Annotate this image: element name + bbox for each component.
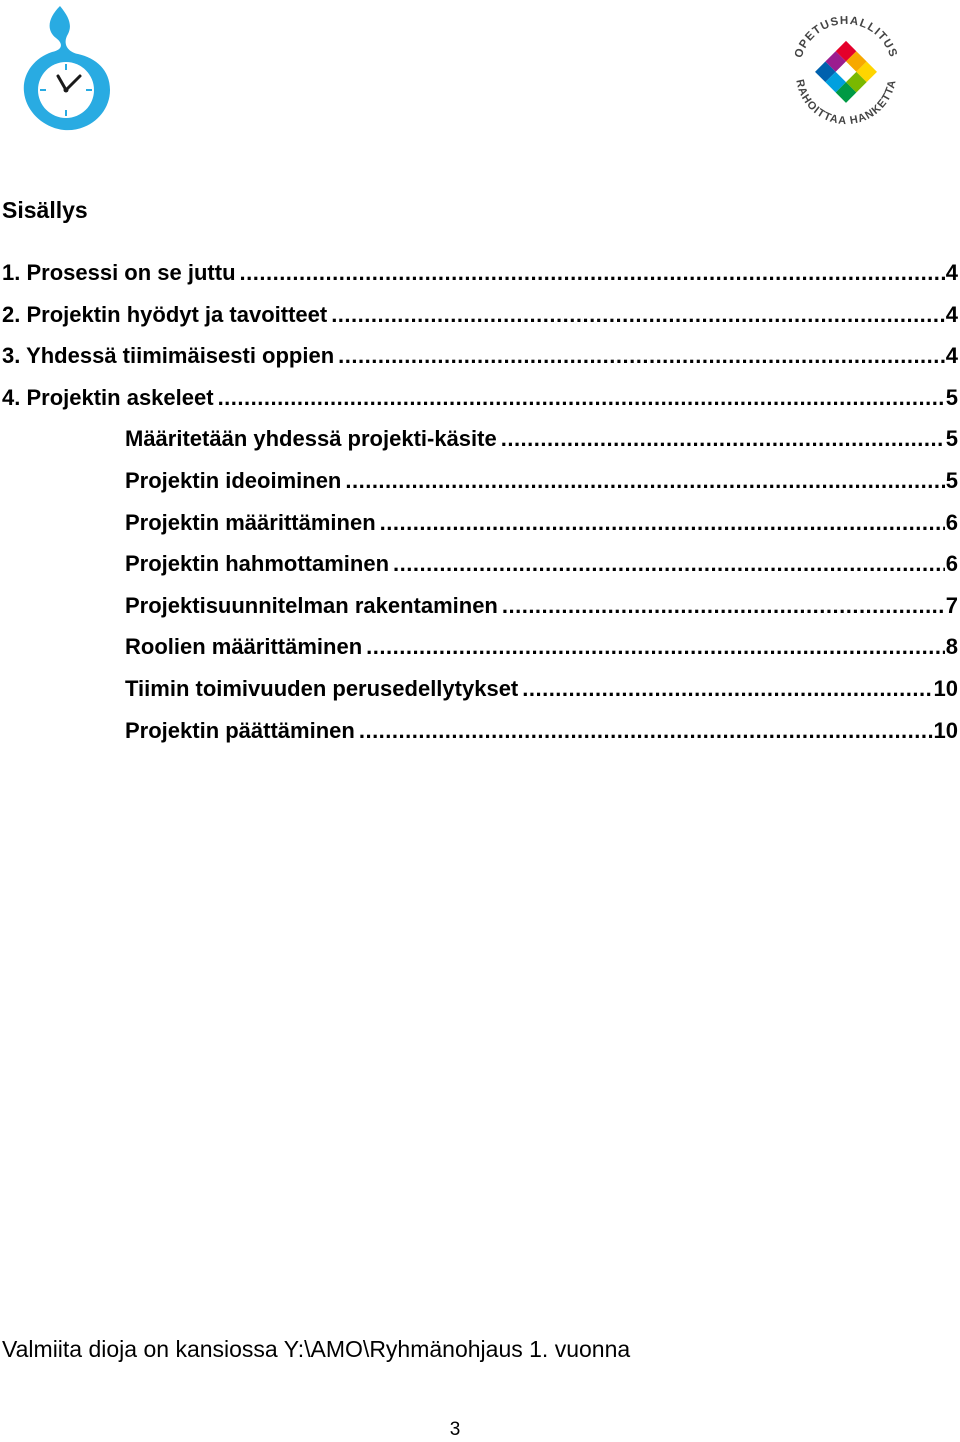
toc-entry-title: 2. Projektin hyödyt ja tavoitteet [2, 301, 328, 327]
toc-entry[interactable] [0, 591, 960, 633]
toc-entry-page: 10 [933, 675, 958, 701]
toc-entry-title: Projektin hahmottaminen [125, 551, 390, 577]
toc-entry[interactable] [0, 466, 960, 508]
toc-entry-page: 10 [933, 717, 958, 743]
toc-dot-leader [359, 716, 933, 746]
toc-title: Sisällys [2, 197, 88, 223]
toc-entry[interactable] [0, 716, 960, 758]
opetushallitus-logo-icon [786, 12, 906, 130]
toc-dot-leader [345, 466, 944, 496]
toc-dot-leader [240, 258, 945, 288]
toc-entry-page: 5 [945, 426, 958, 452]
toc-entry-page: 6 [945, 551, 958, 577]
toc-entry-page: 6 [945, 509, 958, 535]
toc-entry-title: Projektin päättäminen [125, 717, 355, 743]
svg-text:OPETUSHALLITUS: OPETUSHALLITUS [792, 14, 900, 60]
toc-dot-leader [522, 674, 932, 704]
toc-entry-page: 4 [945, 343, 958, 369]
toc-entry-title: Roolien määrittäminen [125, 634, 363, 660]
toc-entry[interactable] [0, 424, 960, 466]
toc-entry[interactable] [0, 632, 960, 674]
toc-entry[interactable] [0, 549, 960, 591]
toc-dot-leader [331, 300, 945, 330]
toc-entry-page: 4 [945, 260, 958, 285]
toc-entry[interactable] [0, 300, 960, 342]
footer-note: Valmiita dioja on kansiossa Y:\AMO\Ryhmänohjaus 1. vuonna [2, 1336, 631, 1362]
toc-entry-title: Määritetään yhdessä projekti-käsite [125, 426, 497, 452]
toc-entry-page: 5 [945, 384, 958, 410]
toc-entry-title: 4. Projektin askeleet [2, 384, 214, 410]
toc-entry-page: 7 [945, 592, 958, 618]
toc-dot-leader [380, 508, 945, 538]
toc-entry-page: 4 [945, 301, 958, 327]
toc-entry[interactable] [0, 341, 960, 383]
toc-dot-leader [393, 549, 945, 579]
toc-entry-title: Projektin määrittäminen [125, 509, 376, 535]
toc-entry-title: 3. Yhdessä tiimimäisesti oppien [2, 343, 335, 369]
toc-dot-leader [218, 383, 945, 413]
toc-entry[interactable] [0, 508, 960, 550]
page-number: 3 [449, 1419, 461, 1440]
toc-entry-page: 5 [945, 467, 958, 493]
toc-entry-title: 1. Prosessi on se juttu [2, 260, 236, 285]
toc-entry-page: 8 [945, 634, 958, 660]
toc-entry-title: Projektisuunnitelman rakentaminen [125, 592, 498, 618]
toc-dot-leader [338, 341, 945, 371]
toc-entry[interactable] [0, 674, 960, 716]
toc-entry-title: Projektin ideoiminen [125, 467, 342, 493]
toc-entry-title: Tiimin toimivuuden perusedellytykset [125, 675, 519, 701]
svg-text:RAHOITTAA HANKETTA: RAHOITTAA HANKETTA [793, 78, 899, 128]
clock-drop-logo-icon [18, 4, 116, 132]
toc-entry[interactable] [0, 383, 960, 425]
toc-entry[interactable] [0, 258, 960, 300]
toc-dot-leader [502, 591, 945, 621]
toc-dot-leader [366, 632, 945, 662]
table-of-contents [0, 258, 960, 757]
toc-dot-leader [501, 424, 945, 454]
